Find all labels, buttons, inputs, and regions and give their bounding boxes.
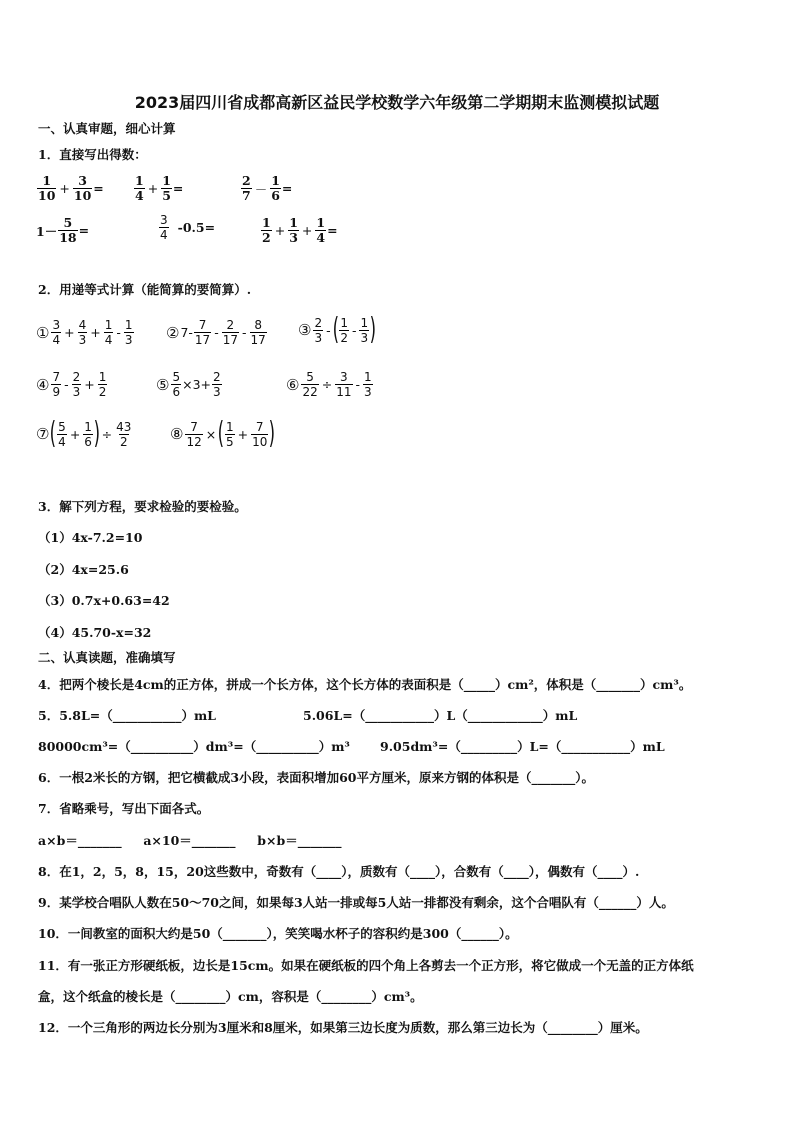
q2-expr-3: ③ 2 3 - ( 1 2 - 1 3 ) xyxy=(298,312,377,347)
question-10: 10．一间教室的面积大约是50（_______），笑笑喝水杯子的容积约是300（______）。 xyxy=(38,926,518,941)
q2-expr-6: ⑥ $\frac{5}{22}$ ÷ $\frac{3}{11}$ - 1 3 xyxy=(286,370,372,399)
question-5-part-2: 5.06L=（___________）L（____________）mL xyxy=(303,708,578,723)
equation-2: （2）4x=25.6 xyxy=(38,562,129,577)
q1-item-1: 1 10 + $\frac{3}{10}$ = xyxy=(38,173,104,203)
section-2-heading: 二、认真读题，准确填写 xyxy=(38,650,176,665)
q1-item-2: 1 4 + $\frac{1}{5}$ = xyxy=(135,173,184,203)
question-5-part-4: 9.05dm³=（_________）L=（___________）mL xyxy=(380,739,665,754)
question-9: 9．某学校合唱队人数在50～70之间，如果每3人站一排或每5人站一排都没有剩余，这个合唱队有（______）人。 xyxy=(38,895,674,910)
question-11-line-1: 11．有一张正方形硬纸板，边长是15cm。如果在硬纸板的四个角上各剪去一个正方形，将它做成一个无盖的正方体纸 xyxy=(38,958,694,973)
question-1-label: 1．直接写出得数： xyxy=(38,147,147,162)
question-5-part-1: 5．5.8L=（___________）mL xyxy=(38,708,216,723)
q2-expr-4: ④ 7 9 - 2 3 + $\frac{1}{2}$ xyxy=(36,370,107,399)
question-8: 8．在1，2，5，8，15，20这些数中，奇数有（____），质数有（____），合数有（____），偶数有（____）. xyxy=(38,864,640,879)
page-title: 2023届四川省成都高新区益民学校数学六年级第二学期期末监测模拟试题 xyxy=(134,93,660,112)
q1-item-5: 3 4 -0.5= xyxy=(160,213,216,242)
equation-3: （3）0.7x+0.63=42 xyxy=(38,593,170,608)
equation-1: （1）4x-7.2=10 xyxy=(38,530,143,545)
question-7-blanks: a×b＝_______ a×10＝_______ b×b＝_______ xyxy=(38,833,342,848)
q2-expr-7: ⑦ ( 5 4 + $\frac{1}{6}$ ) ÷ $\frac{43}{2}$ xyxy=(36,416,132,451)
q2-expr-5: ⑤ $\frac{5}{6}$ ×3+ $\frac{2}{3}$ xyxy=(156,370,221,399)
question-5-part-3: 80000cm³=（__________）dm³=（__________）m³ xyxy=(38,739,350,754)
question-11-line-2: 盒，这个纸盒的棱长是（________）cm，容积是（________）cm³。 xyxy=(38,989,423,1004)
equation-4: （4）45.70-x=32 xyxy=(38,625,152,640)
question-4: 4．把两个棱长是4cm的正方体，拼成一个长方体，这个长方体的表面积是（_____）cm²，体积是（_______）cm³。 xyxy=(38,677,692,692)
question-7: 7．省略乘号，写出下面各式。 xyxy=(38,801,210,816)
q1-item-3: 2 7 － $\frac{1}{6}$ = xyxy=(242,173,293,203)
section-1-heading: 一、认真审题，细心计算 xyxy=(38,121,176,136)
question-2-label: 2．用递等式计算（能简算的要简算）. xyxy=(38,282,252,297)
q1-item-4: 1－ $\frac{5}{18}$ = xyxy=(36,215,90,245)
q1-item-6: 1 2 + $\frac{1}{3}$ + $\frac{1}{4}$ = xyxy=(262,215,338,245)
q2-expr-2: ② 7- 7 17 - 2 17 - 8 17 xyxy=(166,318,266,347)
question-12: 12．一个三角形的两边长分别为3厘米和8厘米，如果第三边长度为质数，那么第三边长为（________）厘米。 xyxy=(38,1020,648,1035)
q2-expr-1: ① 3 4 + $\frac{4}{3}$ + $\frac{1}{4}$ - 1 3 xyxy=(36,318,133,347)
question-3-label: 3．解下列方程，要求检验的要检验。 xyxy=(38,499,247,514)
q2-expr-8: ⑧ $\frac{7}{12}$ × ( 1 5 + $\frac{7}{10}$ ) xyxy=(170,416,276,451)
question-6: 6．一根2米长的方钢，把它横截成3小段，表面积增加60平方厘米，原来方钢的体积是（_______）。 xyxy=(38,770,594,785)
